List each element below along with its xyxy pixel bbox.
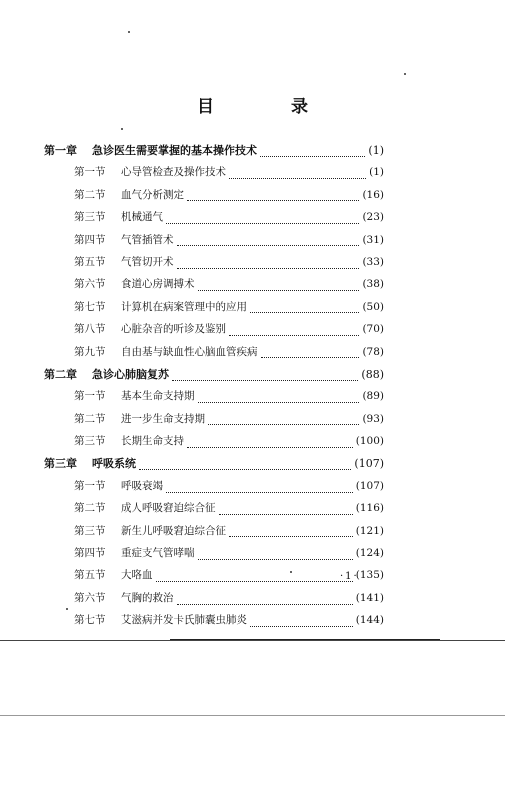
section-title: 重症支气管哮喘 bbox=[121, 547, 195, 560]
section-number: 第一节 bbox=[74, 390, 106, 403]
dot-leader bbox=[156, 581, 353, 582]
dot-leader bbox=[177, 245, 360, 246]
toc-section-row bbox=[44, 254, 384, 276]
section-title: 自由基与缺血性心脑血管疾病 bbox=[121, 345, 258, 358]
scan-speck bbox=[290, 571, 292, 573]
dot-leader bbox=[198, 290, 360, 291]
page-ref: (88) bbox=[361, 367, 384, 381]
dot-leader bbox=[172, 380, 358, 381]
section-title: 心导管检查及操作技术 bbox=[121, 166, 226, 179]
toc-section-row bbox=[44, 433, 384, 455]
section-number: 第二节 bbox=[74, 188, 106, 201]
page-ref: (107) bbox=[354, 457, 384, 471]
page-ref: (38) bbox=[362, 278, 384, 291]
section-title: 呼吸衰竭 bbox=[121, 479, 163, 492]
section-title: 基本生命支持期 bbox=[121, 390, 195, 403]
page-ref: (135) bbox=[355, 569, 384, 582]
page-ref: (107) bbox=[355, 479, 384, 492]
chapter-number: 第二章 bbox=[44, 367, 77, 381]
section-title: 计算机在病案管理中的应用 bbox=[121, 300, 247, 313]
section-number: 第三节 bbox=[74, 435, 106, 448]
toc-section-row bbox=[44, 590, 384, 612]
dot-leader bbox=[261, 357, 360, 358]
section-title: 长期生命支持 bbox=[121, 435, 184, 448]
dot-leader bbox=[177, 268, 360, 269]
section-title: 艾滋病并发卡氏肺囊虫肺炎 bbox=[121, 614, 247, 627]
section-number: 第三节 bbox=[74, 524, 106, 537]
toc-section-row bbox=[44, 344, 384, 366]
chapter-title: 呼吸系统 bbox=[92, 457, 136, 471]
section-title: 新生儿呼吸窘迫综合征 bbox=[121, 524, 226, 537]
divider-line bbox=[0, 640, 505, 641]
toc-chapter-row bbox=[44, 142, 384, 164]
page-ref: (124) bbox=[355, 547, 384, 560]
page-ref: (1) bbox=[368, 144, 384, 157]
page-ref: (121) bbox=[355, 524, 384, 537]
toc-section-row bbox=[44, 500, 384, 522]
chapter-title: 急诊医生需要掌握的基本操作技术 bbox=[92, 144, 257, 157]
section-number: 第一节 bbox=[74, 166, 106, 179]
table-of-contents bbox=[44, 142, 384, 635]
page-ref: (100) bbox=[355, 435, 384, 448]
dot-leader bbox=[229, 178, 366, 179]
divider-line bbox=[0, 715, 505, 716]
toc-section-row bbox=[44, 187, 384, 209]
page-ref: (31) bbox=[362, 233, 384, 246]
section-number: 第六节 bbox=[74, 591, 106, 604]
section-number: 第四节 bbox=[74, 233, 106, 246]
section-title: 大咯血 bbox=[121, 569, 153, 582]
section-number: 第七节 bbox=[74, 614, 106, 627]
section-title: 血气分析测定 bbox=[121, 188, 184, 201]
chapter-number: 第三章 bbox=[44, 457, 77, 471]
section-number: 第八节 bbox=[74, 323, 106, 336]
section-number: 第六节 bbox=[74, 278, 106, 291]
chapter-title: 急诊心肺脑复苏 bbox=[92, 367, 169, 381]
section-number: 第九节 bbox=[74, 345, 106, 358]
page-ref: (89) bbox=[362, 390, 384, 403]
dot-leader bbox=[198, 559, 353, 560]
section-title: 气胸的救治 bbox=[121, 591, 174, 604]
page-ref: (144) bbox=[355, 614, 384, 627]
toc-section-row bbox=[44, 523, 384, 545]
toc-section-row bbox=[44, 478, 384, 500]
page-ref: (33) bbox=[362, 255, 384, 268]
section-title: 气管插管术 bbox=[121, 233, 174, 246]
page-ref: (93) bbox=[362, 412, 384, 425]
section-number: 第四节 bbox=[74, 547, 106, 560]
page-title: 目 录 bbox=[197, 97, 338, 117]
page-ref: (78) bbox=[362, 345, 384, 358]
section-number: 第二节 bbox=[74, 412, 106, 425]
toc-section-row bbox=[44, 232, 384, 254]
dot-leader bbox=[139, 469, 351, 470]
section-title: 气管切开术 bbox=[121, 255, 174, 268]
section-number: 第三节 bbox=[74, 211, 106, 224]
section-title: 成人呼吸窘迫综合征 bbox=[121, 502, 216, 515]
dot-leader bbox=[187, 447, 353, 448]
dot-leader bbox=[208, 424, 359, 425]
section-title: 食道心房调搏术 bbox=[121, 278, 195, 291]
toc-section-row bbox=[44, 164, 384, 186]
scan-speck bbox=[121, 128, 123, 130]
page-ref: (50) bbox=[362, 300, 384, 313]
scan-speck bbox=[128, 31, 130, 33]
toc-section-row bbox=[44, 567, 384, 589]
dot-leader bbox=[177, 604, 353, 605]
page-number: ·1· bbox=[340, 571, 359, 582]
dot-leader bbox=[187, 200, 359, 201]
page-ref: (70) bbox=[362, 323, 384, 336]
toc-section-row bbox=[44, 545, 384, 567]
toc-section-row bbox=[44, 209, 384, 231]
toc-section-row bbox=[44, 299, 384, 321]
section-title: 进一步生命支持期 bbox=[121, 412, 205, 425]
page-ref: (23) bbox=[362, 211, 384, 224]
toc-chapter-row bbox=[44, 366, 384, 388]
toc-section-row bbox=[44, 411, 384, 433]
scan-speck bbox=[404, 73, 406, 75]
section-number: 第五节 bbox=[74, 569, 106, 582]
section-number: 第一节 bbox=[74, 479, 106, 492]
toc-chapter-row bbox=[44, 455, 384, 477]
section-title: 心脏杂音的听诊及鉴别 bbox=[121, 323, 226, 336]
dot-leader bbox=[166, 223, 359, 224]
section-number: 第二节 bbox=[74, 502, 106, 515]
toc-section-row bbox=[44, 321, 384, 343]
toc-section-row bbox=[44, 388, 384, 410]
dot-leader bbox=[229, 536, 353, 537]
chapter-number: 第一章 bbox=[44, 144, 77, 157]
dot-leader bbox=[166, 492, 353, 493]
dot-leader bbox=[219, 514, 353, 515]
dot-leader bbox=[250, 312, 359, 313]
section-title: 机械通气 bbox=[121, 211, 163, 224]
toc-section-row bbox=[44, 612, 384, 634]
dot-leader bbox=[250, 626, 353, 627]
toc-section-row bbox=[44, 276, 384, 298]
dot-leader bbox=[229, 335, 359, 336]
page-ref: (141) bbox=[355, 591, 384, 604]
page-ref: (116) bbox=[355, 502, 384, 515]
section-number: 第五节 bbox=[74, 255, 106, 268]
dot-leader bbox=[198, 402, 360, 403]
page-ref: (16) bbox=[362, 188, 384, 201]
page-ref: (1) bbox=[369, 166, 384, 179]
dot-leader bbox=[260, 156, 365, 157]
section-number: 第七节 bbox=[74, 300, 106, 313]
scan-speck bbox=[66, 608, 68, 610]
